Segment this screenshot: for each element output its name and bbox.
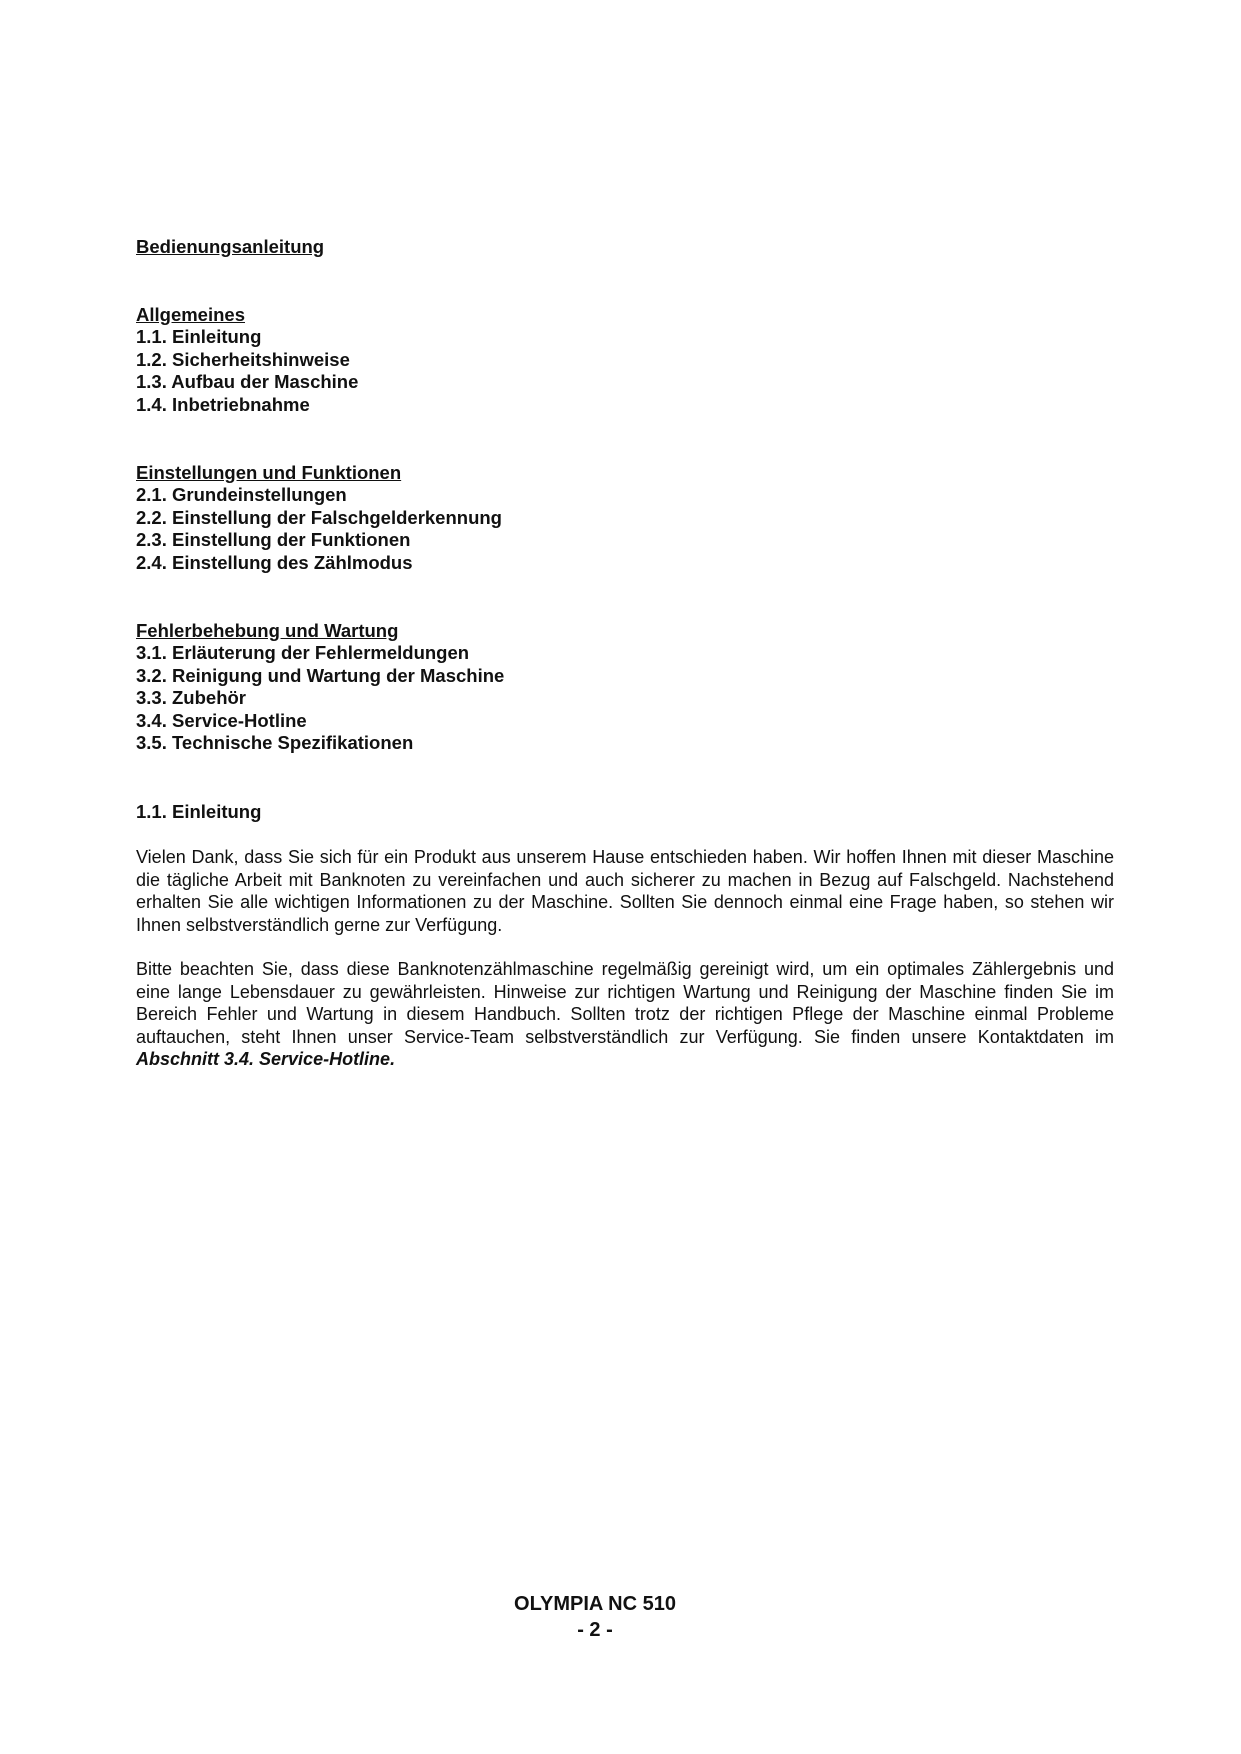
toc-item: 1.3. Aufbau der Maschine [136, 371, 359, 392]
toc-item: 3.3. Zubehör [136, 687, 246, 708]
toc-item: 1.1. Einleitung [136, 326, 262, 347]
toc-section-allgemeines [136, 304, 836, 416]
document-title: Bedienungsanleitung [136, 236, 325, 257]
toc-heading: Allgemeines [136, 304, 245, 325]
toc-section-einstellungen [136, 462, 836, 574]
toc-item: 2.3. Einstellung der Funktionen [136, 529, 411, 550]
toc-list [136, 484, 836, 574]
toc-section-fehlerbehebung [136, 620, 836, 755]
section-reference: Abschnitt 3.4. Service-Hotline. [136, 1049, 396, 1069]
toc-heading: Einstellungen und Funktionen [136, 462, 402, 483]
toc-item: 3.2. Reinigung und Wartung der Maschine [136, 664, 505, 686]
toc-item: 2.4. Einstellung des Zählmodus [136, 551, 413, 573]
section-heading-einleitung: 1.1. Einleitung [136, 801, 262, 822]
toc-item: 1.2. Sicherheitshinweise [136, 348, 350, 370]
toc-heading: Fehlerbehebung und Wartung [136, 620, 399, 641]
footer-model: OLYMPIA NC 510 [514, 1593, 676, 1615]
page-number: - 2 - [577, 1619, 613, 1641]
toc-item: 3.1. Erläuterung der Fehlermeldungen [136, 642, 470, 663]
toc-item: 1.4. Inbetriebnahme [136, 393, 310, 415]
paragraph-text: Bitte beachten Sie, dass diese Banknotenzählmaschine regelmäßig gereinigt wird, um ein optimales Zählergebnis und eine lange Lebensdauer zu gewährleisten. Hinweise zur richtigen Wartung und Reinigung der Maschine finden Sie im Bereich Fehler und Wartung in diesem Handbuch. Sollten trotz der richtigen Pflege der Maschine einmal Probleme auftauchen, steht Ihnen unser Service-Team selbstverständlich zur Verfügung. Sie finden unsere Kontaktdaten im [136, 959, 1114, 1047]
intro-paragraph [136, 958, 1114, 1071]
toc-item: 3.4. Service-Hotline [136, 709, 307, 731]
toc-list [136, 642, 836, 755]
toc-item: 2.2. Einstellung der Falschgelderkennung [136, 506, 502, 528]
toc-item: 2.1. Grundeinstellungen [136, 484, 347, 505]
toc-item: 3.5. Technische Spezifikationen [136, 732, 414, 753]
intro-paragraph: Vielen Dank, dass Sie sich für ein Produkt aus unserem Hause entschieden haben. Wir hoffen Ihnen mit dieser Maschine die tägliche Arbeit mit Banknoten zu vereinfachen und auch sicherer zu machen in Bezug auf Falschgeld. Nachstehend erhalten Sie alle wichtigen Informationen zu der Maschine. Sollten Sie dennoch einmal eine Frage haben, so stehen wir Ihnen selbstverständlich gerne zur Verfügung. [136, 847, 1114, 935]
toc-list [136, 326, 836, 416]
